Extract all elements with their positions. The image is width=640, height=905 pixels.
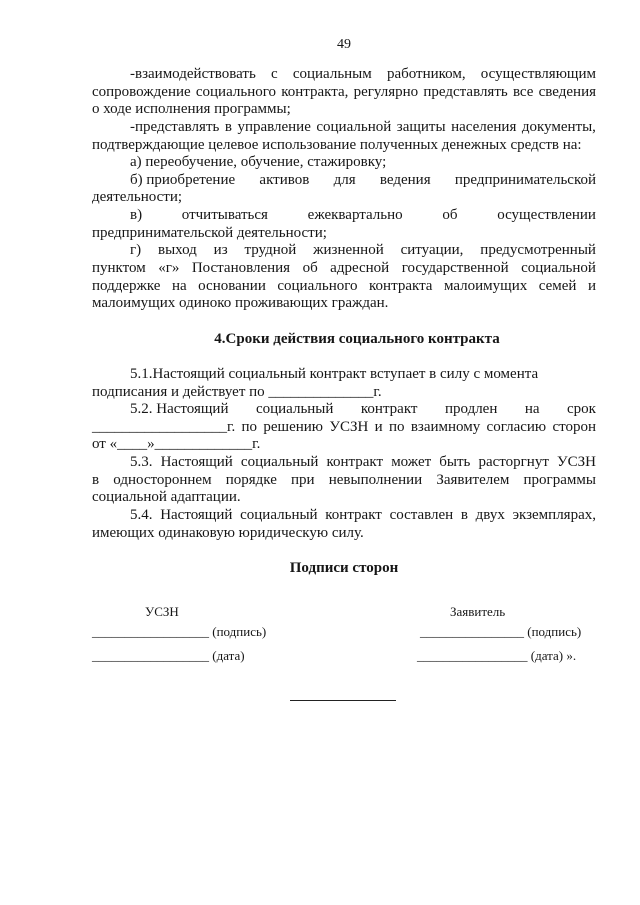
word: защиты (396, 118, 446, 135)
text-line: а) переобучение, обучение, стажировку; (130, 154, 387, 171)
word: контракт (325, 507, 382, 524)
word: «г» (158, 260, 180, 277)
signature-party-left: УСЗН (145, 604, 179, 619)
word: Заявителем (436, 471, 510, 488)
word: -взаимодействовать (130, 66, 256, 82)
text-line: предпринимательской деятельности; (92, 224, 327, 241)
page-number: 49 (337, 37, 351, 52)
word: одностороннем (113, 471, 212, 488)
text-line (92, 242, 596, 260)
word: на (524, 401, 540, 418)
closing-rule (290, 700, 396, 701)
text-line: малоимущих одиноко проживающих граждан. (92, 295, 389, 312)
text-line: социальной адаптации. (92, 489, 241, 506)
word: может (391, 454, 432, 471)
text-line (92, 454, 596, 472)
word: социального (277, 277, 358, 294)
text-line: имеющих одинаковую юридическую силу. (92, 524, 364, 541)
word: при (291, 471, 315, 488)
word: взаимному (410, 418, 481, 435)
word: сведения (538, 83, 596, 100)
word: семей (538, 277, 577, 294)
word: все (512, 83, 534, 100)
word: социального (195, 83, 277, 100)
word: на (171, 277, 187, 294)
text-line (92, 507, 596, 525)
word: б) приобретение (130, 171, 236, 188)
list-item (92, 207, 596, 242)
text-line (92, 207, 596, 225)
word: пунктом (92, 260, 146, 277)
word: об (442, 207, 458, 224)
text-line: подписания и действует по ______________г. (92, 383, 382, 400)
word: Настоящий (160, 507, 233, 524)
word: контракт (326, 454, 384, 471)
text-line (92, 260, 596, 278)
word: контракт (360, 401, 418, 418)
word: об (302, 260, 318, 277)
word: и (587, 277, 596, 294)
word: 5.3. (130, 454, 153, 471)
word: Постановления (191, 260, 291, 277)
document-body (92, 66, 596, 578)
word: __________________г. (92, 418, 236, 435)
word: ведения (379, 171, 431, 188)
word: активов (259, 171, 310, 188)
word: с (270, 66, 278, 82)
word: документы, (521, 118, 596, 135)
word: 5.2. Настоящий (130, 401, 229, 418)
word: социальной (316, 118, 392, 135)
word: осуществлении (497, 207, 596, 224)
text-line (92, 278, 596, 296)
word: решению (263, 418, 324, 435)
word: срок (567, 401, 596, 418)
signature-line-right: ________________ (подпись) (420, 624, 582, 639)
word: и (374, 418, 383, 435)
signatures-heading: Подписи сторон (289, 559, 399, 576)
word: расторгнут (478, 454, 549, 471)
section-heading: 4.Сроки действия социального контракта (214, 330, 500, 347)
blank-line (92, 348, 596, 366)
word: продлен (444, 401, 498, 418)
word: населения (451, 118, 517, 135)
text-line: о ходе исполнения программы; (92, 101, 291, 118)
word: регулярно (353, 83, 419, 100)
word: УСЗН (329, 418, 369, 435)
word: 5.4. (130, 507, 153, 524)
word: социальной (521, 260, 596, 277)
word: -представлять (130, 118, 220, 135)
word: программы (523, 471, 596, 488)
word: государственной (401, 260, 509, 277)
text-line: деятельности; (92, 189, 183, 206)
word: жизненной (313, 242, 384, 259)
word: УСЗН (557, 454, 596, 471)
word: г) (130, 242, 142, 259)
text-line: от «____»_____________г. (92, 436, 261, 453)
word: составлен (389, 507, 454, 524)
text-line: 5.1.Настоящий социальный контракт вступает в силу с момента (130, 365, 539, 382)
word: для (333, 171, 356, 188)
word: социальный (240, 507, 318, 524)
word: малоимущих (443, 277, 528, 294)
word: быть (439, 454, 471, 471)
clause (92, 507, 596, 542)
word: выход (158, 242, 197, 259)
word: невыполнении (328, 471, 423, 488)
clause (92, 454, 596, 507)
word: управление (237, 118, 311, 135)
word: по (388, 418, 405, 435)
word: Настоящий (160, 454, 233, 471)
signature-line-left: __________________ (подпись) (92, 624, 267, 639)
blank-line (92, 313, 596, 331)
text-line (92, 401, 596, 419)
word: предусмотренный (480, 242, 596, 259)
word: поддержке (92, 277, 161, 294)
date-line-right: _________________ (дата) ». (417, 648, 577, 663)
clause (92, 401, 596, 454)
word: предпринимательской (454, 171, 596, 188)
word: ежеквартально (307, 207, 403, 224)
word: трудной (244, 242, 297, 259)
blank-line (92, 542, 596, 560)
word: основании (198, 277, 266, 294)
text-line (92, 172, 596, 190)
word: социальным (292, 66, 372, 82)
word: представлять (423, 83, 508, 100)
word: контракта (369, 277, 433, 294)
word: социальный (240, 454, 319, 471)
clause (92, 366, 596, 401)
word: осуществляющим (480, 66, 596, 82)
word: согласию (486, 418, 547, 435)
list-item (92, 172, 596, 207)
word: контракта, (281, 83, 349, 100)
date-line-left: __________________ (дата) (92, 648, 245, 663)
word: двух (475, 507, 505, 524)
list-item (92, 154, 596, 172)
word: ситуации, (400, 242, 464, 259)
word: в) (130, 207, 143, 224)
text-line: подтверждающие целевое использование полученных денежных средств на: (92, 136, 582, 153)
text-line (92, 119, 596, 137)
paragraph (92, 119, 596, 154)
text-line (92, 84, 596, 102)
word: порядке (225, 471, 277, 488)
word: по (241, 418, 258, 435)
list-item (92, 242, 596, 313)
paragraph (92, 66, 596, 119)
word: экземплярах, (512, 507, 596, 524)
word: сторон (552, 418, 596, 435)
word: в (460, 507, 468, 524)
text-line (92, 472, 596, 490)
word: в (224, 118, 232, 135)
word: работником, (386, 66, 466, 82)
signature-party-right: Заявитель (450, 604, 506, 619)
text-line (92, 419, 596, 437)
word: социальный (255, 401, 334, 418)
word: сопровождение (92, 83, 191, 100)
word: в (92, 471, 100, 488)
word: отчитываться (181, 207, 268, 224)
word: адресной (330, 260, 390, 277)
text-line (92, 66, 596, 84)
word: из (213, 242, 228, 259)
